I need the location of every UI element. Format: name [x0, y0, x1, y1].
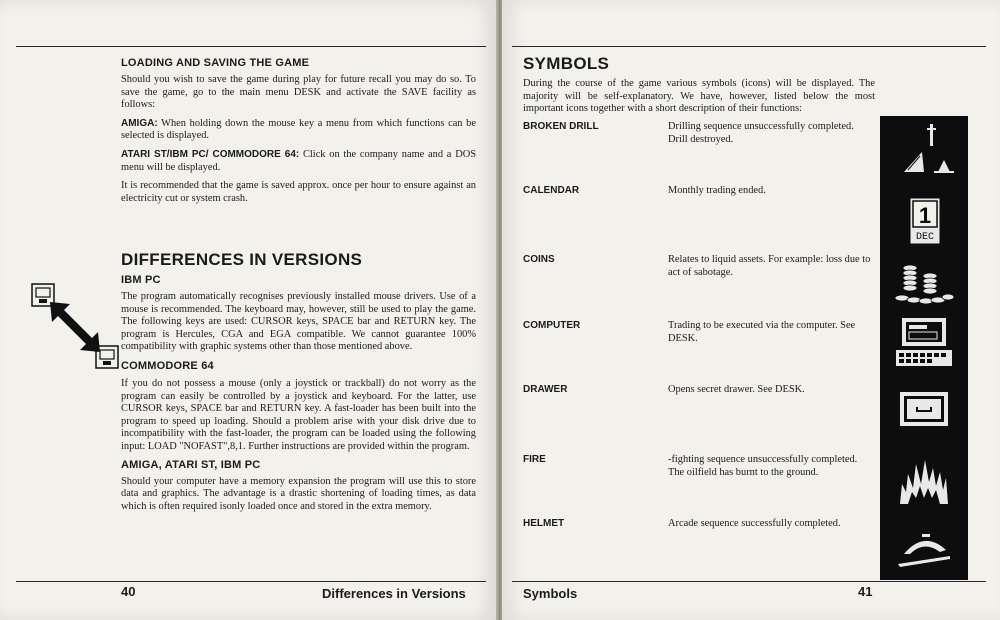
symbols-intro: During the course of the game various symbols (icons) will be displayed. The majority will be self-explanatory. We have, however, listed below the most important icons together with a short description of their functions: [523, 78, 875, 115]
helmet-icon [894, 520, 954, 572]
drawer-icon [894, 386, 954, 438]
amiga-label: AMIGA: [121, 117, 158, 129]
amiga-paragraph [121, 118, 476, 143]
left-page-number: 40 [121, 584, 136, 599]
symbol-desc: Relates to liquid assets. For example: loss due to act of sabotage. [668, 254, 871, 278]
differences-heading: DIFFERENCES IN VERSIONS [121, 250, 363, 269]
c64-heading: COMMODORE 64 [121, 359, 214, 372]
loading-section [121, 57, 476, 205]
atari-label: ATARI ST/IBM PC/ COMMODORE 64: [121, 148, 300, 160]
differences-section [121, 250, 476, 513]
bottom-rule-left [16, 581, 486, 582]
ibm-heading: IBM PC [121, 274, 161, 286]
right-page-footer-title: Symbols [523, 586, 578, 601]
loading-heading: LOADING AND SAVING THE GAME [121, 57, 310, 69]
fire-icon [894, 454, 954, 506]
symbol-desc: -fighting sequence unsuccessfully completed. The oilfield has burnt to the ground. [668, 454, 858, 478]
top-rule-right [512, 46, 986, 47]
calendar-icon [894, 196, 954, 248]
symbol-desc: Monthly trading ended. [668, 185, 766, 196]
symbol-name: DRAWER [523, 384, 568, 395]
right-page-number: 41 [858, 584, 873, 599]
symbol-name: FIRE [523, 454, 546, 465]
left-page-footer-title: Differences in Versions [322, 586, 466, 601]
ibm-text: The program automatically recognises previously installed mouse drivers. Use of a mouse is recommended. The keyboard may, however, still be used to play the game. The following keys are used: CURSOR keys, SPACE bar and RETURN key. The program is Hercules, CGA and EGA compatible. We cannot guarantee 100% compatibility with graphic systems other than those mentioned above. [121, 291, 476, 353]
symbol-icon-strip [880, 116, 968, 580]
atari-text: Click on the company name and a DOS menu will be displayed. [121, 148, 476, 173]
computer-icon [894, 316, 954, 368]
symbol-desc: Drilling sequence unsuccessfully completed. Drill destroyed. [668, 121, 854, 145]
loading-intro: Should you wish to save the game during play for future recall you may do so. To save the game, go to the main menu DESK and activate the SAVE facility as follows: [121, 74, 476, 111]
calendar-day: 1 [918, 203, 932, 228]
symbol-name: CALENDAR [523, 185, 580, 196]
atari-paragraph [121, 149, 476, 174]
amiga-atari-ibm-text: Should your computer have a memory expansion the program will use this to store data and graphics. The advantage is a drastic shortening of loading times, as data which is often required isonly loaded once and stored in the extra memory. [121, 475, 476, 512]
symbol-name: COINS [523, 254, 555, 265]
top-rule-left [16, 46, 486, 47]
amiga-text: When holding down the mouse key a menu from which functions can be selected is displayed. [121, 117, 476, 142]
calendar-month: DEC [915, 232, 935, 243]
coins-icon [894, 256, 954, 308]
symbols-heading: SYMBOLS [523, 54, 610, 73]
symbol-desc: Arcade sequence successfully completed. [668, 518, 841, 529]
symbol-name: BROKEN DRILL [523, 121, 599, 132]
bottom-rule-right [512, 581, 986, 582]
amiga-atari-ibm-heading: AMIGA, ATARI ST, IBM PC [121, 458, 261, 471]
broken-drill-icon [894, 122, 954, 174]
symbol-desc: Trading to be executed via the computer. See DESK. [668, 320, 856, 344]
computer-transfer-arrow-icon [30, 282, 120, 372]
symbol-name: HELMET [523, 518, 565, 529]
symbol-name: COMPUTER [523, 320, 581, 331]
symbol-desc: Opens secret drawer. See DESK. [668, 384, 805, 395]
save-recommendation: It is recommended that the game is saved approx. once per hour to ensure against an electricity cut or system crash. [121, 180, 476, 204]
c64-text: If you do not possess a mouse (only a joystick or trackball) do not worry as the program can easily be controlled by a joystick and keyboard. For the latter, use CURSOR keys, SPACE bar and RETURN key. A fast-loader has been built into the program to speed up loading. Should a problem arise with your disk drive due to incompatibility with the fast-loader, the program can be loaded using the following input: LOAD "NOFAST",8,1. Further instructions are provided within the program. [121, 377, 476, 452]
